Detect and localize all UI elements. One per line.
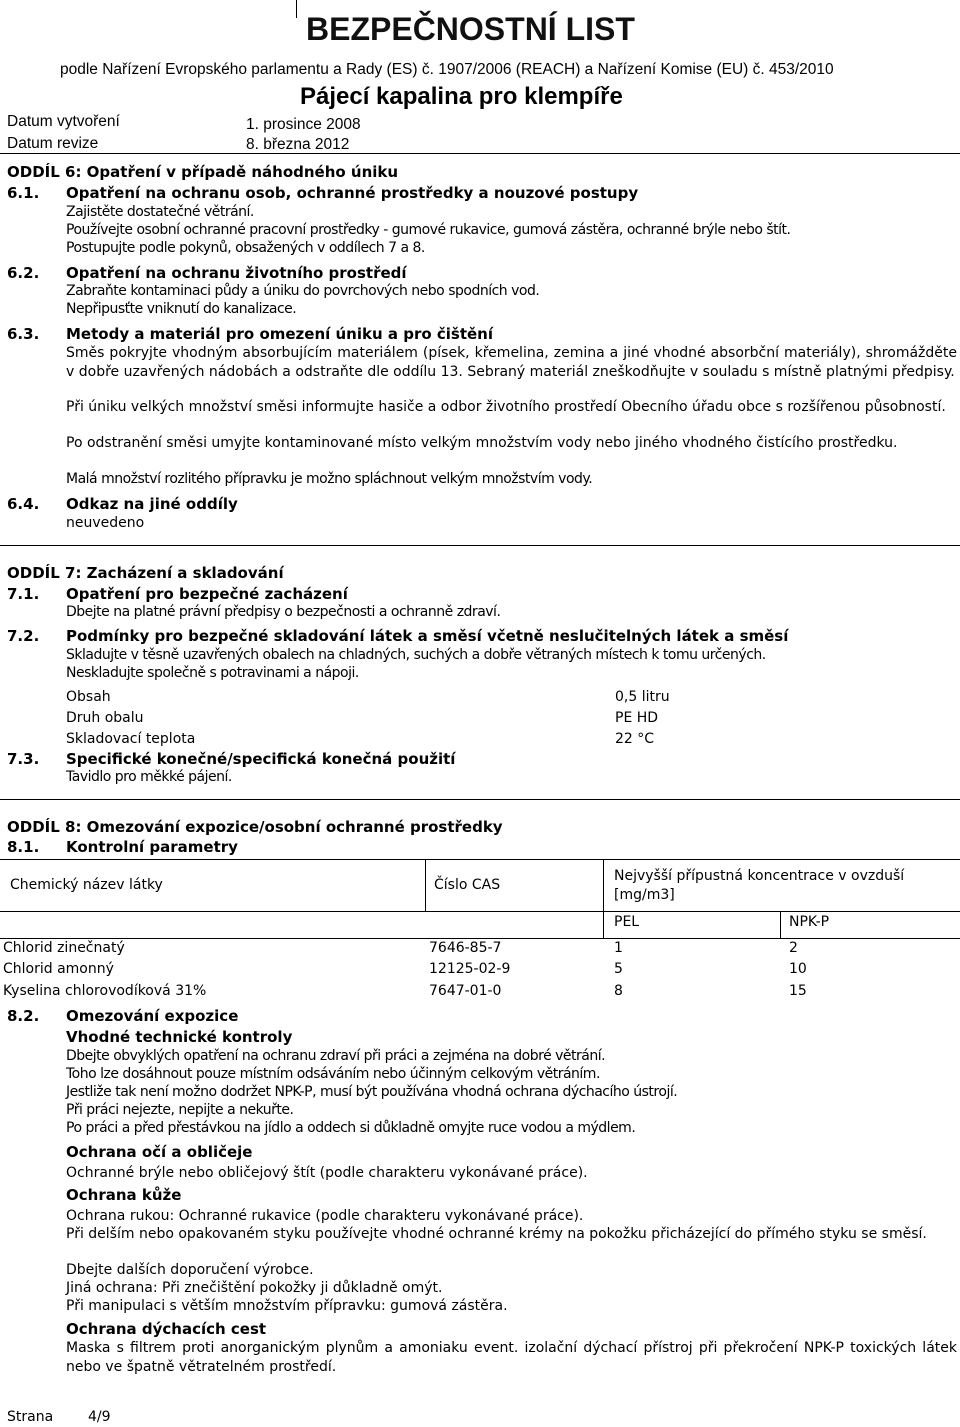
s71-number: 7.1. <box>7 585 40 603</box>
s81-number: 8.1. <box>7 838 40 856</box>
row-cas: 12125-02-9 <box>429 961 511 977</box>
s62-line: Nepřipusťte vniknutí do kanalizace. <box>66 301 297 317</box>
table-rule <box>425 859 426 912</box>
row-cas: 7646-85-7 <box>429 940 502 956</box>
s81-title: Kontrolní parametry <box>66 838 238 856</box>
s63-title: Metody a materiál pro omezení úniku a pro čištění <box>66 325 494 343</box>
revised-label: Datum revize <box>7 135 99 152</box>
s63-paragraph: Po odstranění směsi umyjte kontaminované místo velkým množstvím vody nebo jiného vhodného čistícího prostředku. <box>66 435 898 451</box>
tech-controls-line: Při práci nejezte, nepijte a nekuřte. <box>66 1102 294 1118</box>
revised-value: 8. března 2012 <box>246 136 350 153</box>
s63-number: 6.3. <box>7 325 40 343</box>
table-header-pel: PEL <box>614 914 640 930</box>
row-name: Kyselina chlorovodíková 31% <box>3 983 207 999</box>
table-rule <box>0 859 960 860</box>
table-header-cas: Číslo CAS <box>434 877 501 893</box>
s61-line: Zajistěte dostatečné větrání. <box>66 204 254 220</box>
section-8-title: ODDÍL 8: Omezování expozice/osobní ochranné prostředky <box>7 818 503 836</box>
regulation-note: podle Nařízení Evropského parlamentu a Rady (ES) č. 1907/2006 (REACH) a Nařízení Komise (EU) č. 453/2010 <box>60 61 834 78</box>
tech-controls-heading: Vhodné technické kontroly <box>66 1028 293 1046</box>
storage-prop-label: Obsah <box>66 689 111 705</box>
product-name: Pájecí kapalina pro klempíře <box>300 83 623 110</box>
s72-title: Podmínky pro bezpečné skladování látek a směsí včetně neslučitelných látek a směsí <box>66 627 789 645</box>
section-6-rule <box>0 545 960 546</box>
s62-title: Opatření na ochranu životního prostředí <box>66 264 407 282</box>
eye-protection-text: Ochranné brýle nebo obličejový štít (podle charakteru vykonávané práce). <box>66 1165 588 1181</box>
s63-paragraph: Směs pokryjte vhodným absorbujícím materiálem (písek, křemelina, zemina a jiné vhodné absorbční materiály), shromážděte v dobře uzavřených nádobách a odstraňte dle oddílu 13. Sebraný materiál zneškodňujte v souladu s místně platnými předpisy. <box>66 345 957 380</box>
skin-protection-line: Jiná ochrana: Při znečištění pokožky ji důkladně omýt. <box>66 1280 443 1296</box>
created-label: Datum vytvoření <box>7 113 120 130</box>
s63-paragraph: Při úniku velkých množství směsi informujte hasiče a odbor životního prostředí Obecního úřadu obce s rozšířenou působností. <box>66 399 946 415</box>
s71-title: Opatření pro bezpečné zacházení <box>66 585 348 603</box>
tech-controls-line: Jestliže tak není možno dodržet NPK-P, musí být používána vhodná ochrana dýchacího ústrojí. <box>66 1084 678 1100</box>
eye-protection-heading: Ochrana očí a obličeje <box>66 1143 253 1161</box>
s72-line: Neskladujte společně s potravinami a nápoji. <box>66 665 359 681</box>
s72-line: Skladujte v těsně uzavřených obalech na chladných, suchých a dobře větraných místech k tomu určených. <box>66 647 766 663</box>
row-pel: 1 <box>614 940 623 956</box>
s71-text: Dbejte na platné právní předpisy o bezpečnosti a ochranně zdraví. <box>66 604 501 620</box>
s64-number: 6.4. <box>7 495 40 513</box>
section-6-title: ODDÍL 6: Opatření v případě náhodného úniku <box>7 163 399 181</box>
storage-prop-label: Skladovací teplota <box>66 731 196 747</box>
row-pel: 8 <box>614 983 623 999</box>
row-npk: 2 <box>789 940 798 956</box>
skin-protection-line: Ochrana rukou: Ochranné rukavice (podle charakteru vykonávané práce). <box>66 1208 584 1224</box>
table-rule <box>780 911 781 939</box>
storage-prop-value: PE HD <box>615 710 659 726</box>
storage-prop-label: Druh obalu <box>66 710 144 726</box>
row-name: Chlorid amonný <box>3 961 114 977</box>
section-7-rule <box>0 799 960 800</box>
table-rule <box>603 859 604 939</box>
storage-prop-value: 22 °C <box>615 731 655 747</box>
s73-title: Specifické konečné/specifická konečná použití <box>66 750 456 768</box>
s61-line: Postupujte podle pokynů, obsažených v oddílech 7 a 8. <box>66 240 425 256</box>
table-header-npk: NPK-P <box>789 914 830 930</box>
tech-controls-line: Dbejte obvyklých opatření na ochranu zdraví při práci a zejména na dobré větrání. <box>66 1048 606 1064</box>
table-header-limit: Nejvyšší přípustná koncentrace v ovzduší [mg/m3] <box>614 868 905 903</box>
row-cas: 7647-01-0 <box>429 983 502 999</box>
table-rule <box>0 911 960 912</box>
page-number: 4/9 <box>88 1409 111 1425</box>
s82-number: 8.2. <box>7 1007 40 1025</box>
s62-number: 6.2. <box>7 264 40 282</box>
respiratory-protection-heading: Ochrana dýchacích cest <box>66 1320 267 1338</box>
s61-line: Používejte osobní ochranné pracovní prostředky - gumové rukavice, gumová zástěra, ochranné brýle nebo štít. <box>66 222 791 238</box>
created-value: 1. prosince 2008 <box>246 116 361 133</box>
s73-text: Tavidlo pro měkké pájení. <box>66 769 232 785</box>
storage-prop-value: 0,5 litru <box>615 689 670 705</box>
section-7-title: ODDÍL 7: Zacházení a skladování <box>7 564 284 582</box>
respiratory-protection-text: Maska s filtrem proti anorganickým plynům a amoniaku event. izolační dýchací přístroj při překročení NPK-P toxických látek nebo ve špatně větratelném prostředí. <box>66 1340 957 1375</box>
s63-paragraph: Malá množství rozlitého přípravku je možno spláchnout velkým množstvím vody. <box>66 471 593 487</box>
row-npk: 10 <box>789 961 807 977</box>
s73-number: 7.3. <box>7 750 40 768</box>
row-npk: 15 <box>789 983 807 999</box>
page-label: Strana <box>7 1409 54 1425</box>
skin-protection-heading: Ochrana kůže <box>66 1186 182 1204</box>
row-name: Chlorid zinečnatý <box>3 940 125 956</box>
s72-number: 7.2. <box>7 627 40 645</box>
skin-protection-paragraph: Při delším nebo opakovaném styku používejte vhodné ochranné krémy na pokožku přicházející do přímého styku se směsí. <box>66 1226 927 1242</box>
table-header-name: Chemický název látky <box>10 877 163 893</box>
document-title: BEZPEČNOSTNÍ LIST <box>306 11 635 47</box>
s61-number: 6.1. <box>7 184 40 202</box>
s82-title: Omezování expozice <box>66 1007 239 1025</box>
row-pel: 5 <box>614 961 623 977</box>
skin-protection-line: Při manipulaci s větším množstvím přípravku: gumová zástěra. <box>66 1298 508 1314</box>
s61-title: Opatření na ochranu osob, ochranné prostředky a nouzové postupy <box>66 184 639 202</box>
s62-line: Zabraňte kontaminaci půdy a úniku do povrchových nebo spodních vod. <box>66 283 540 299</box>
header-rule <box>0 153 960 154</box>
skin-protection-line: Dbejte dalších doporučení výrobce. <box>66 1262 314 1278</box>
s64-text: neuvedeno <box>66 515 145 531</box>
tech-controls-line: Toho lze dosáhnout pouze místním odsáváním nebo účinným celkovým větráním. <box>66 1066 600 1082</box>
header-divider <box>296 0 297 18</box>
tech-controls-line: Po práci a před přestávkou na jídlo a oddech si důkladně omyjte ruce vodou a mýdlem. <box>66 1120 636 1136</box>
s64-title: Odkaz na jiné oddíly <box>66 495 238 513</box>
